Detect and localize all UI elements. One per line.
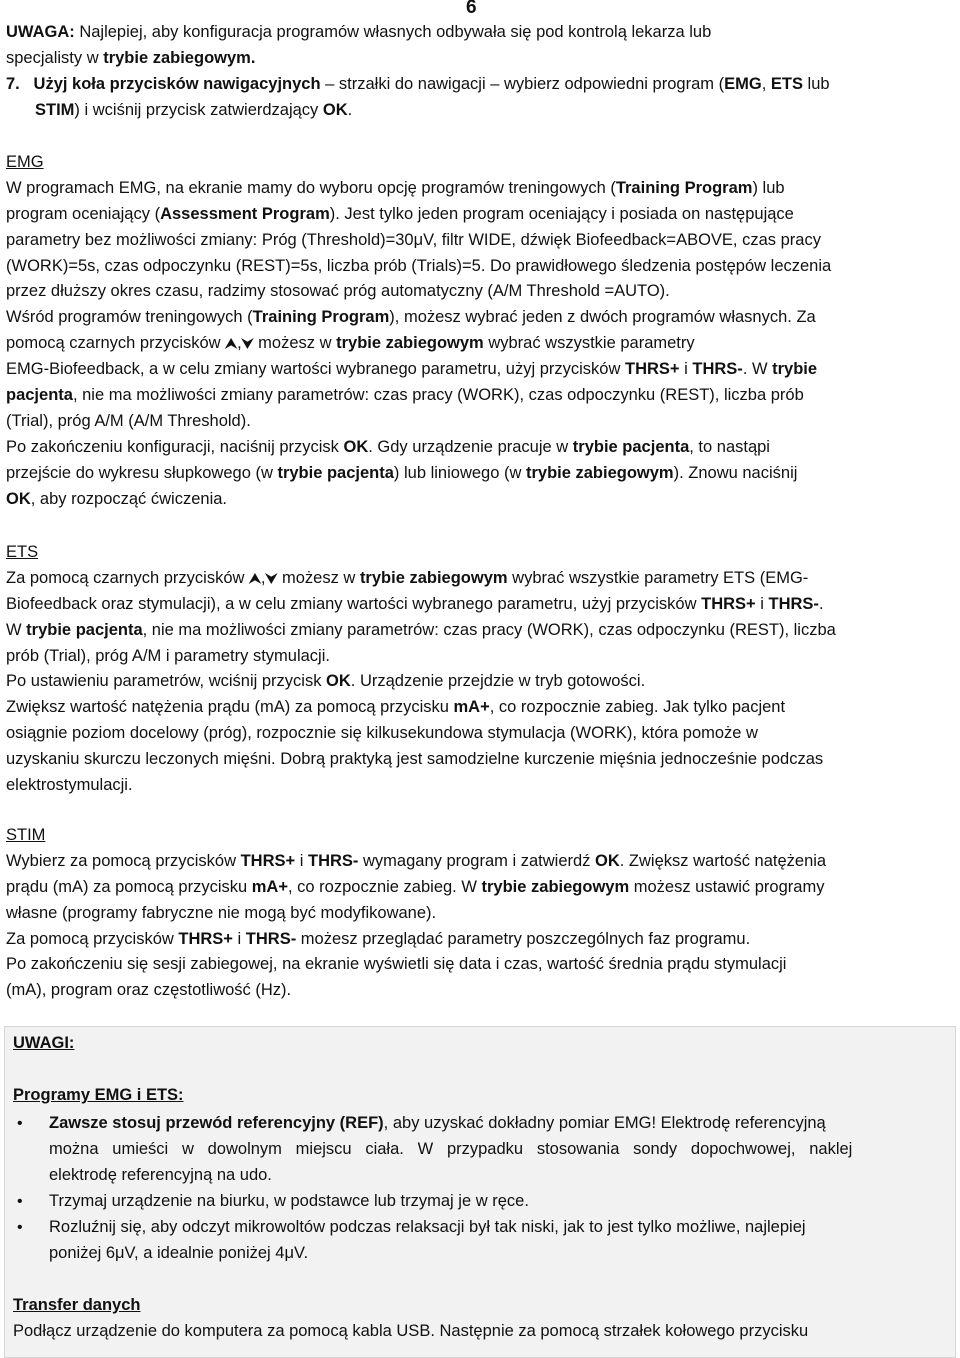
note-item-hold-device: Trzymaj urządzenie na biurku, w podstawce lub trzymaj je w ręce. xyxy=(49,1192,529,1210)
section-emg: EMG W programach EMG, na ekranie mamy do wyboru opcję programów treningowych (Training Program) lub program oceniający (Assessment Program). Jest tylko jeden program oceniający i posiada on następujące parametry bez możliwości zmiany: Próg (Threshold)=30μV, filtr WIDE, dźwięk Biofeedback=ABOVE, czas pracy (WORK)=5s, czas odpoczynku (REST)=5s, liczba prób (Trials)=5. Do prawidłowego śledzenia postępów leczenia przez dłuższy okres czasu, radzimy stosować próg automatyczny (A/M Threshold =AUTO). Wśród programów treningowych (Training Program), możesz wybrać jeden z dwóch programów własnych. Za pomocą czarnych przycisków ⮝,⮟ możesz w trybie zabiegowym wybrać wszystkie parametry EMG-Biofeedback, a w celu zmiany wartości wybranego parametru, użyj przycisków THRS+ i THRS-. W trybie pacjenta, nie ma możliwości zmiany parametrów: czas pracy (WORK), czas odpoczynku (REST), liczba prób (Trial), próg A/M (A/M Threshold). Po zakończeniu konfiguracji, naciśnij przycisk OK. Gdy urządzenie pracuje w trybie pacjenta, to nastąpi przejście do wykresu słupkowego (w trybie pacjenta) lub liniowego (w trybie zabiegowym). Znowu naciśnij OK, aby rozpocząć ćwiczenia. xyxy=(6,153,832,508)
warning-label: UWAGA: xyxy=(6,23,75,41)
warning-paragraph: UWAGA: Najlepiej, aby konfiguracja programów własnych odbywała się pod kontrolą lekarza lub specjalisty w trybie zabiegowym. xyxy=(6,23,712,67)
section-heading-stim: STIM xyxy=(6,826,46,844)
arrow-down-icon: ⮟ xyxy=(241,335,254,352)
bullet-icon: • xyxy=(17,1219,23,1236)
notes-box xyxy=(4,1026,956,1358)
section-heading-emg: EMG xyxy=(6,153,44,171)
arrow-down-icon: ⮟ xyxy=(265,569,278,586)
section-heading-ets: ETS xyxy=(6,543,39,561)
step-7: 7. Użyj koła przycisków nawigacyjnych – strzałki do nawigacji – wybierz odpowiedni program (EMG, ETS lub STIM) i wciśnij przycisk zatwierdzający OK. xyxy=(6,75,830,119)
notes-subheading-line xyxy=(13,1083,957,1109)
page-number: 6 xyxy=(466,0,477,18)
section-ets: ETS Za pomocą czarnych przycisków ⮝,⮟ możesz w trybie zabiegowym wybrać wszystkie parametry ETS (EMG- Biofeedback oraz stymulacji), a w celu zmiany wartości wybranego parametru, użyj przycisków THRS+ i THRS-. W trybie pacjenta, nie ma możliwości zmiany parametrów: czas pracy (WORK), czas odpoczynku (REST), liczba prób (Trial), próg A/M i parametry stymulacji. Po ustawieniu parametrów, wciśnij przycisk OK. Urządzenie przejdzie w tryb gotowości. Zwiększ wartość natężenia prądu (mA) za pomocą przycisku mA+, co rozpocznie zabieg. Jak tylko pacjent osiągnie poziom docelowy (próg), rozpocznie się kilkusekundowa stymulacja (WORK), która pomoże w uzyskaniu skurczu leczonych mięśni. Dobrą praktyką jest samodzielne kurczenie mięśnia jednocześnie podczas elektrostymulacji. xyxy=(6,543,836,795)
section-stim: STIM Wybierz za pomocą przycisków THRS+ i THRS- wymagany program i zatwierdź OK. Zwiększ wartość natężenia prądu (mA) za pomocą przycisku mA+, co rozpocznie zabieg. W trybie zabiegowym możesz ustawić programy własne (programy fabryczne nie mogą być modyfikowane). Za pomocą przycisków THRS+ i THRS- możesz przeglądać parametry poszczególnych faz programu. Po zakończeniu się sesji zabiegowej, na ekranie wyświetli się data i czas, wartość średnia prądu stymulacji (mA), program oraz częstotliwość (Hz). xyxy=(6,826,827,1000)
arrow-up-icon: ⮝ xyxy=(249,569,261,586)
note-item-relax: Rozluźnij się, aby odczyt mikrowoltów podczas relaksacji był tak niski, jak to jest tylko możliwe, najlepiej poniżej 6μV, a idealnie poniżej 4μV. xyxy=(49,1218,806,1262)
note-item-ref-electrode: Zawsze stosuj przewód referencyjny (REF), aby uzyskać dokładny pomiar EMG! Elektrodę referencyjną można umieści w dowolnym miejscu ciała. W przypadku stosowania sondy dopochwowej, naklej elektrodę referencyjną na udo. xyxy=(49,1114,853,1184)
notes-subheading: Programy EMG i ETS: xyxy=(13,1086,184,1104)
arrow-up-icon: ⮝ xyxy=(225,335,238,352)
bullet-icon: • xyxy=(17,1115,23,1132)
transfer-heading: Transfer danych xyxy=(13,1296,141,1314)
step-number: 7. xyxy=(6,75,20,93)
notes-heading: UWAGI: xyxy=(13,1034,75,1052)
notes-heading-line xyxy=(13,1031,957,1057)
transfer-section: Transfer danych Podłącz urządzenie do komputera za pomocą kabla USB. Następnie za pomocą strzałek kołowego przycisku xyxy=(13,1296,809,1340)
bullet-icon: • xyxy=(17,1193,23,1210)
